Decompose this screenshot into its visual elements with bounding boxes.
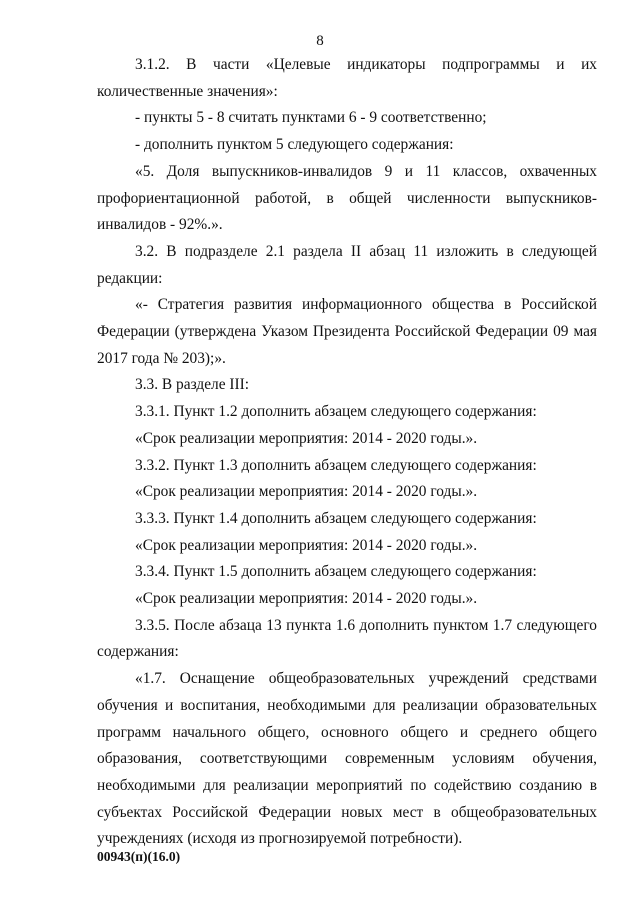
paragraph-items-renumber: - пункты 5 - 8 считать пунктами 6 - 9 соответственно; [135, 109, 487, 127]
document-code: 00943(п)(16.0) [97, 849, 181, 864]
paragraph-quote-term-1: «Срок реализации мероприятия: 2014 - 2020 годы.». [135, 429, 478, 447]
paragraph-quote-strategy: «- Стратегия развития информационного общества в Российской Федерации (утверждена Указом Президента Российской Федерации 09 мая 2017 года № 203);». [97, 296, 597, 367]
page-number: 8 [316, 33, 324, 49]
paragraph-3-3-2: 3.3.2. Пункт 1.3 дополнить абзацем следующего содержания: [135, 456, 537, 474]
paragraph-3-3-5: 3.3.5. После абзаца 13 пункта 1.6 дополнить пунктом 1.7 следующего содержания: [97, 616, 597, 661]
paragraph-3-3: 3.3. В разделе III: [135, 376, 250, 394]
paragraph-3-2: 3.2. В подразделе 2.1 раздела II абзац 11 изложить в следующей редакции: [97, 242, 597, 287]
paragraph-quote-item-5: «5. Доля выпускников-инвалидов 9 и 11 классов, охваченных профориентационной работой, в общей численности выпускников-инвалидов - 92%.». [97, 162, 597, 234]
paragraph-quote-term-2: «Срок реализации мероприятия: 2014 - 2020 годы.». [135, 483, 478, 501]
paragraph-3-3-4: 3.3.4. Пункт 1.5 дополнить абзацем следующего содержания: [135, 563, 537, 581]
paragraph-3-3-1: 3.3.1. Пункт 1.2 дополнить абзацем следующего содержания: [135, 403, 537, 421]
paragraph-add-item-5: - дополнить пунктом 5 следующего содержания: [135, 136, 454, 154]
paragraph-3-3-3: 3.3.3. Пункт 1.4 дополнить абзацем следующего содержания: [135, 509, 537, 527]
paragraph-quote-item-1-7: «1.7. Оснащение общеобразовательных учреждений средствами обучения и воспитания, необходимыми для реализации образовательных программ начального общего, основного общего и среднего общего образования, соответствующими современным условиям обучения, необходимыми для реализации мероприятий по содействию созданию в субъектах Российской Федерации новых мест в общеобразовательных учреждениях (исходя из прогнозируемой потребности). [97, 670, 597, 848]
document-body [97, 52, 597, 853]
paragraph-quote-term-3: «Срок реализации мероприятия: 2014 - 2020 годы.». [135, 536, 478, 554]
paragraph-3-1-2: 3.1.2. В части «Целевые индикаторы подпрограммы и их количественные значения»: [97, 56, 597, 100]
paragraph-quote-term-4: «Срок реализации мероприятия: 2014 - 2020 годы.». [135, 590, 478, 608]
